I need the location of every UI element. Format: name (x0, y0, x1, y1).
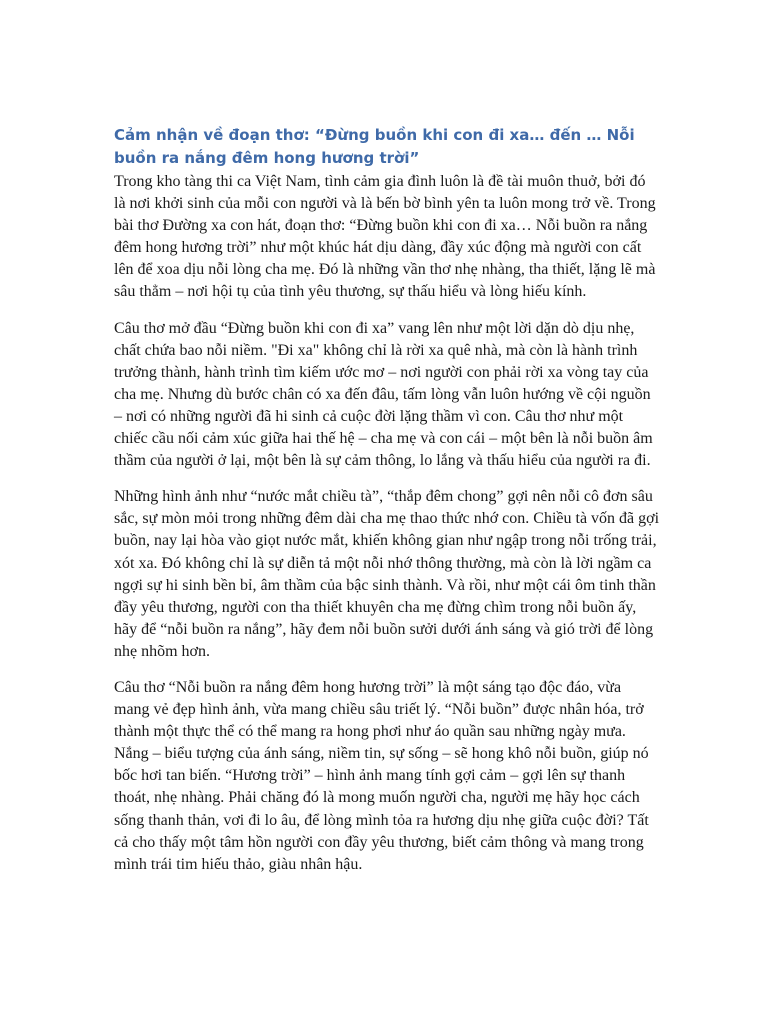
paragraph-2: Câu thơ mở đầu “Đừng buồn khi con đi xa” vang lên như một lời dặn dò dịu nhẹ, chất chứa bao nỗi niềm. "Đi xa" không chỉ là rời xa quê nhà, mà còn là hành trình trưởng thành, hành trình tìm kiếm ước mơ – nơi người con phải rời xa vòng tay của cha mẹ. Nhưng dù bước chân có xa đến đâu, tấm lòng vẫn luôn hướng về cội nguồn – nơi có những người đã hi sinh cả cuộc đời lặng thầm vì con. Câu thơ như một chiếc cầu nối cảm xúc giữa hai thế hệ – cha mẹ và con cái – một bên là nỗi buồn âm thầm của người ở lại, một bên là sự cảm thông, lo lắng và thấu hiểu của người ra đi. (114, 319, 653, 470)
paragraph-4: Câu thơ “Nỗi buồn ra nắng đêm hong hương trời” là một sáng tạo độc đáo, vừa mang vẻ đẹp hình ảnh, vừa mang chiều sâu triết lý. “Nỗi buồn” được nhân hóa, trở thành một thực thể có thể mang ra hong phơi như áo quần sau những ngày mưa. Nắng – biểu tượng của ánh sáng, niềm tin, sự sống – sẽ hong khô nỗi buồn, giúp nó bốc hơi tan biến. “Hương trời” – hình ảnh mang tính gợi cảm – gợi lên sự thanh thoát, nhẹ nhàng. Phải chăng đó là mong muốn người cha, người mẹ hãy học cách sống thanh thản, vơi đi lo âu, để lòng mình tỏa ra hương dịu nhẹ giữa cuộc đời? Tất cả cho thấy một tâm hồn người con đầy yêu thương, biết cảm thông và mang trong mình trái tim hiếu thảo, giàu nhân hậu. (114, 678, 649, 873)
document-page (114, 124, 660, 890)
document-title: Cảm nhận về đoạn thơ: “Đừng buồn khi con đi xa… đến … Nỗi buồn ra nắng đêm hong hương trời” (114, 126, 635, 167)
paragraph-3: Những hình ảnh như “nước mắt chiều tà”, “thắp đêm chong” gợi nên nỗi cô đơn sâu sắc, sự mòn mỏi trong những đêm dài cha mẹ thao thức nhớ con. Chiều tà vốn đã gợi buồn, nay lại hòa vào giọt nước mắt, khiến không gian như ngập trong nỗi trống trải, xót xa. Đó không chỉ là sự diễn tả một nỗi nhớ thông thường, mà còn là lời ngầm ca ngợi sự hi sinh bền bỉ, âm thầm của bậc sinh thành. Và rồi, như một cái ôm tinh thần đầy yêu thương, người con tha thiết khuyên cha mẹ đừng chìm trong nỗi buồn ấy, hãy để “nỗi buồn ra nắng”, hãy đem nỗi buồn sưởi dưới ánh sáng và gió trời để lòng nhẹ nhõm hơn. (114, 488, 660, 660)
paragraph-1: Trong kho tàng thi ca Việt Nam, tình cảm gia đình luôn là đề tài muôn thuở, bởi đó là nơi khởi sinh của mỗi con người và là bến bờ bình yên ta luôn mong trở về. Trong bài thơ Đường xa con hát, đoạn thơ: “Đừng buồn khi con đi xa… Nỗi buồn ra nắng đêm hong hương trời” như một khúc hát dịu dàng, đầy xúc động mà người con cất lên để xoa dịu nỗi lòng cha mẹ. Đó là những vần thơ nhẹ nhàng, tha thiết, lặng lẽ mà sâu thẳm – nơi hội tụ của tình yêu thương, sự thấu hiểu và lòng hiếu kính. (114, 173, 656, 301)
